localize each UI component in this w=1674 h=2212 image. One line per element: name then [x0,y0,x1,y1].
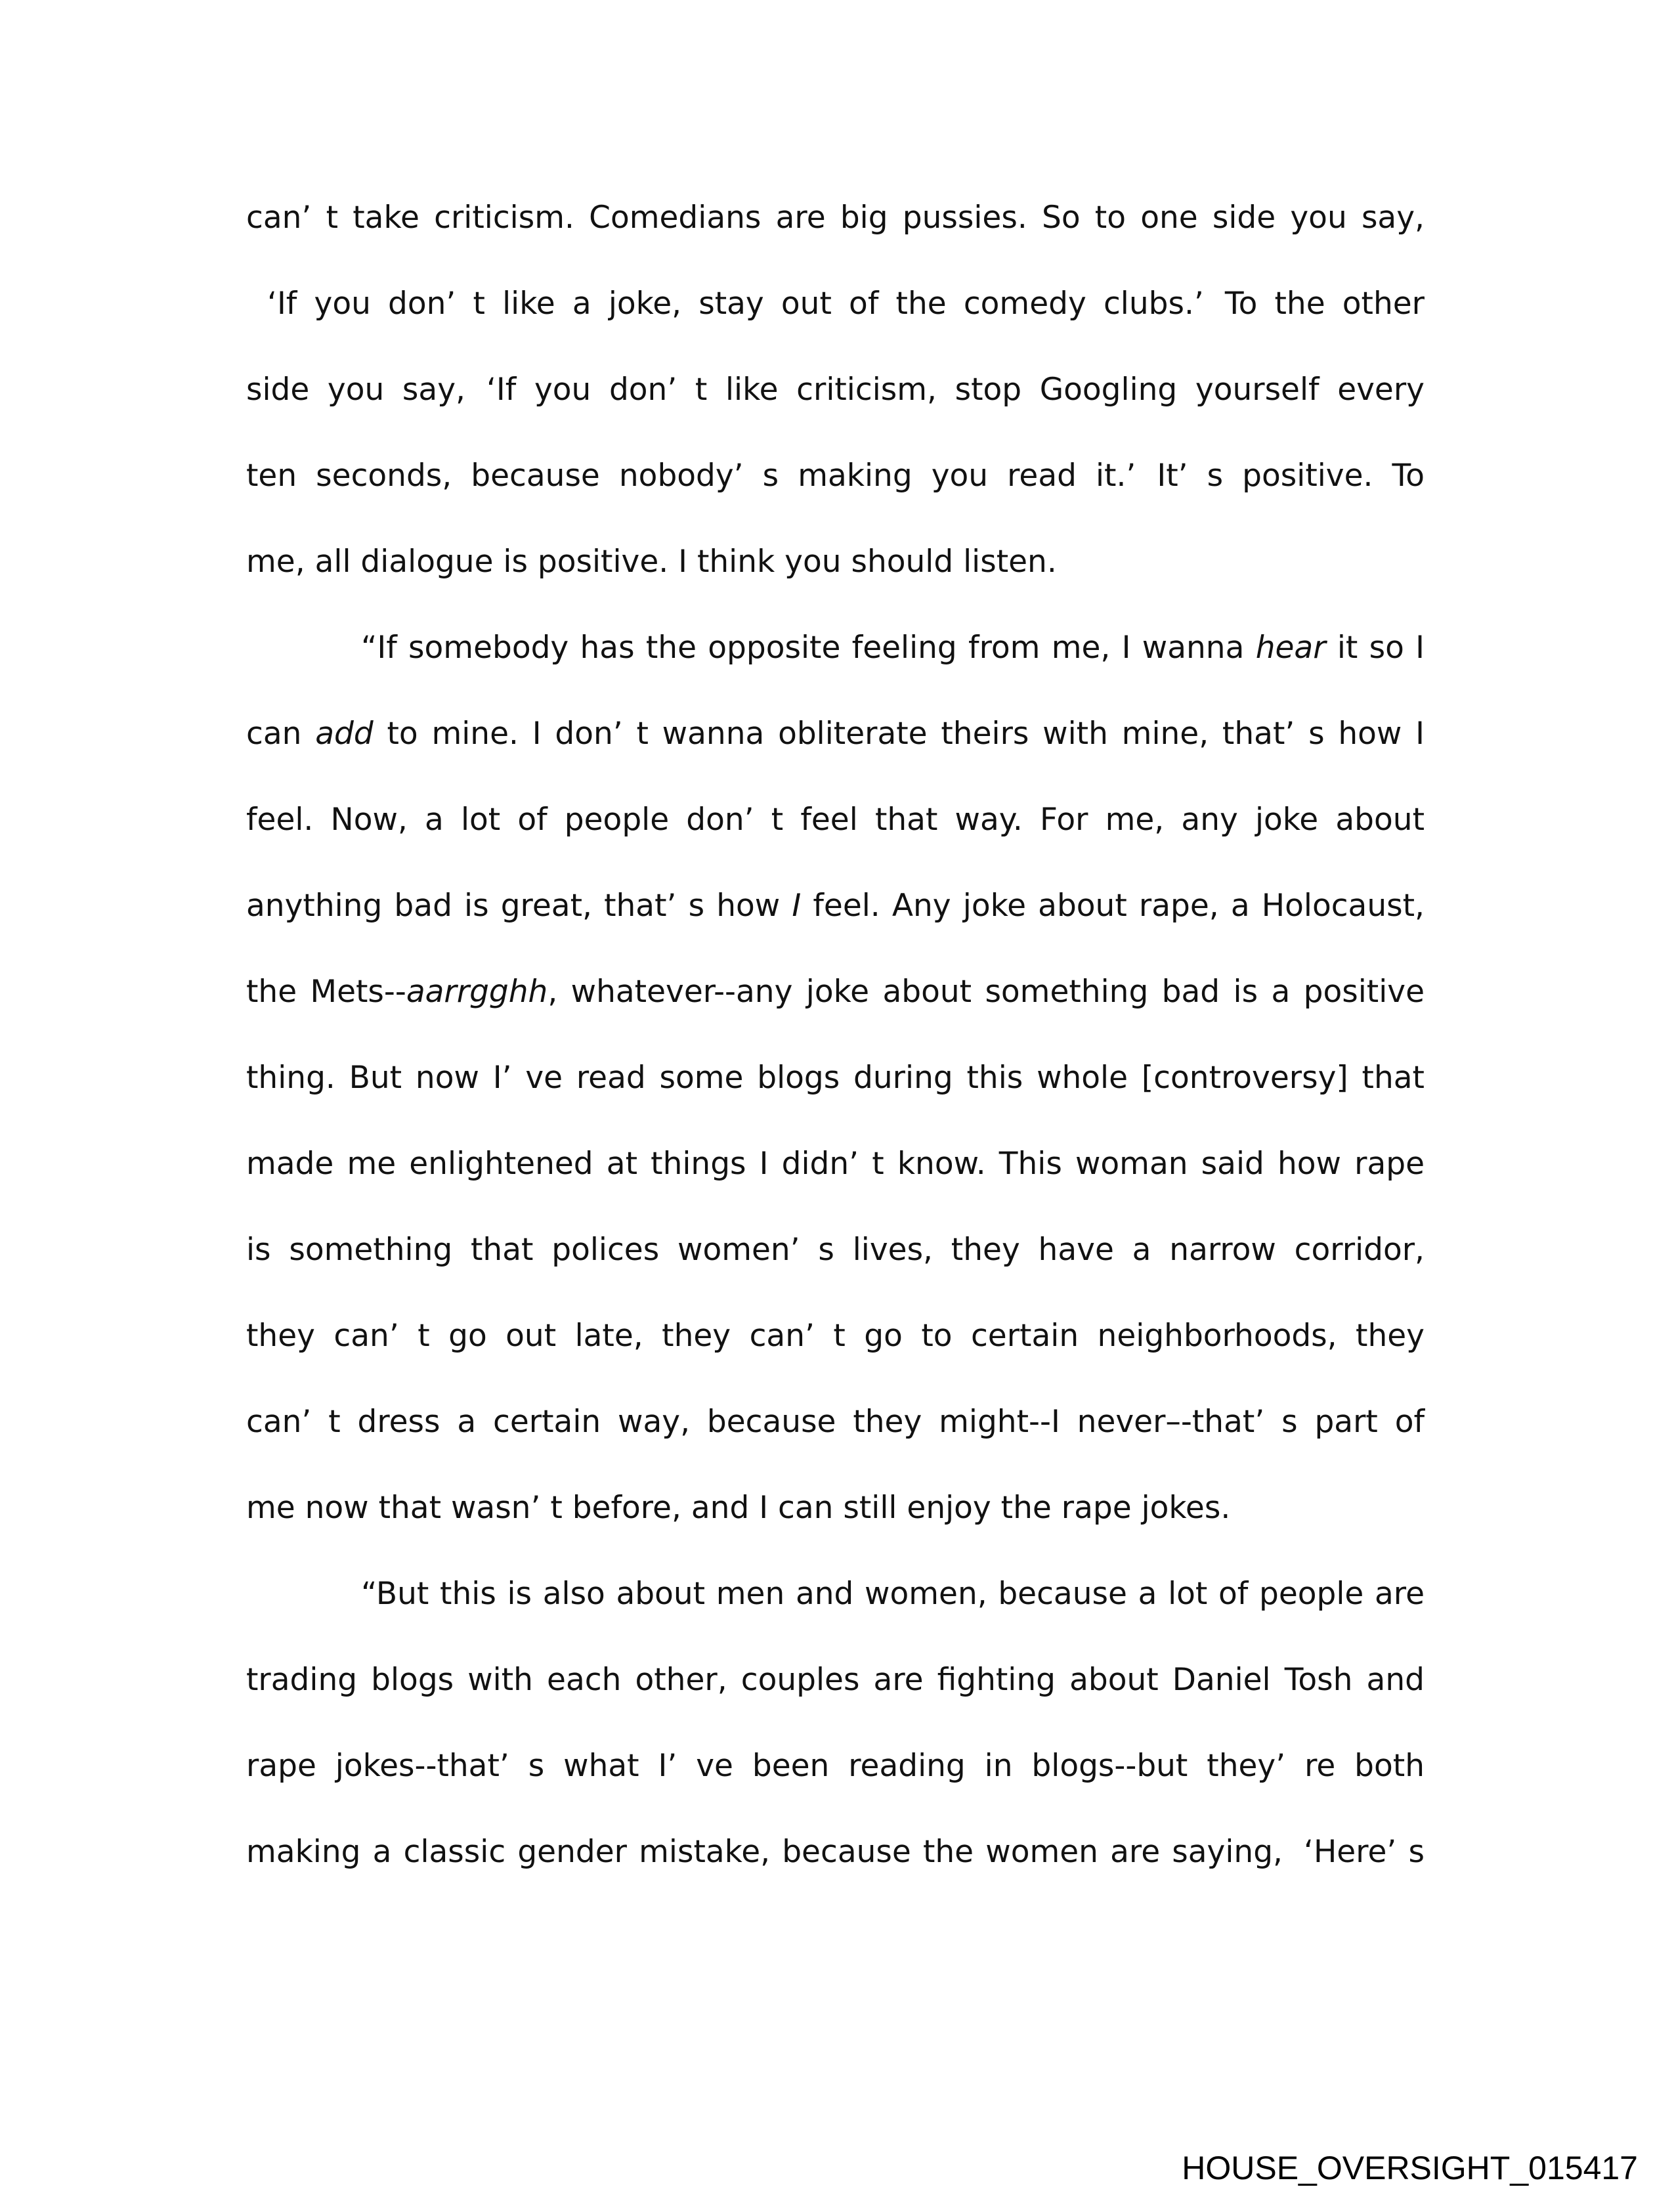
text-line: feel. Now, a lot of people don’ t feel that way. For me, any joke about [246,802,1425,838]
paragraph-start: “But this is also about men and women, because a lot of people are [361,1576,1425,1612]
text-line: can add to mine. I don’ t wanna obliterate theirs with mine, that’ s how I [246,716,1425,752]
text-line: ten seconds, because nobody’ s making you read it.’ It’ s positive. To [246,458,1425,494]
text-line: side you say, ‘If you don’ t like criticism, stop Googling yourself every [246,372,1425,408]
text-line: can’ t take criticism. Comedians are big pussies. So to one side you say, [246,200,1425,236]
text-line: made me enlightened at things I didn’ t know. This woman said how rape [246,1146,1425,1182]
text-line: me, all dialogue is positive. I think you should listen. [246,544,1057,580]
paragraph-start: “If somebody has the opposite feeling from me, I wanna hear it so I [361,630,1425,666]
text-line: trading blogs with each other, couples are fighting about Daniel Tosh and [246,1662,1425,1698]
text-line: is something that polices women’ s lives, they have a narrow corridor, [246,1232,1425,1268]
text-line: me now that wasn’ t before, and I can still enjoy the rape jokes. [246,1490,1231,1526]
text-line: can’ t dress a certain way, because they might--I never–-that’ s part of [246,1404,1425,1440]
text-line: making a classic gender mistake, because the women are saying, ‘Here’ s [246,1834,1425,1870]
text-line: ‘If you don’ t like a joke, stay out of the comedy clubs.’ To the other [267,286,1425,322]
bates-stamp: HOUSE_OVERSIGHT_015417 [1182,2150,1638,2186]
text-line: the Mets--aarrgghh, whatever--any joke about something bad is a positive [246,974,1425,1010]
text-line: they can’ t go out late, they can’ t go to certain neighborhoods, they [246,1318,1425,1354]
text-line: anything bad is great, that’ s how I feel. Any joke about rape, a Holocaust, [246,888,1425,924]
text-line: thing. But now I’ ve read some blogs during this whole [controversy] that [246,1060,1425,1096]
text-line: rape jokes--that’ s what I’ ve been reading in blogs--but they’ re both [246,1748,1425,1784]
